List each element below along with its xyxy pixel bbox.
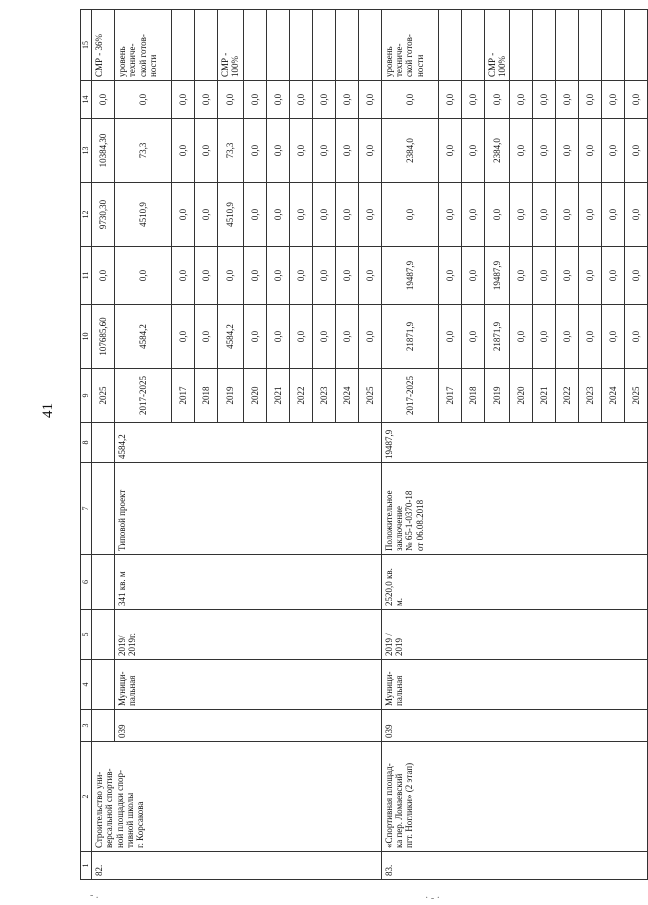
note-cell: уровень техниче- ской готов- ности bbox=[381, 10, 438, 81]
note-cell bbox=[438, 10, 461, 81]
value-cell: 10384,30 bbox=[92, 119, 115, 183]
year-cell: 2024 bbox=[335, 369, 358, 423]
empty-cell bbox=[92, 660, 115, 710]
note-cell bbox=[556, 10, 579, 81]
value-cell: 0,0 bbox=[243, 119, 266, 183]
value-cell: 0,0 bbox=[266, 81, 289, 119]
empty-cell bbox=[92, 463, 115, 555]
ownership-cell: Муници- пальная bbox=[115, 660, 382, 710]
capacity-cell: 2520,0 кв. м. bbox=[381, 555, 648, 610]
scan-mark: - . bbox=[90, 890, 99, 901]
value-cell: 4510,9 bbox=[218, 183, 244, 247]
year-cell: 2019 bbox=[218, 369, 244, 423]
column-number: 11 bbox=[81, 247, 92, 305]
value-cell: 0,0 bbox=[579, 247, 602, 305]
object-name: Строительство уни- версальной спортив- ной площадки спор- тивной школы г. Корсакова bbox=[92, 742, 382, 852]
value-cell: 0,0 bbox=[358, 305, 381, 369]
column-number: 8 bbox=[81, 423, 92, 463]
value-cell: 0,0 bbox=[195, 119, 218, 183]
year-cell: 2025 bbox=[625, 369, 648, 423]
year-cell: 2025 bbox=[358, 369, 381, 423]
value-cell: 0,0 bbox=[510, 119, 533, 183]
value-cell: 0,0 bbox=[533, 183, 556, 247]
value-cell: 0,0 bbox=[289, 81, 312, 119]
value-cell: 19487,9 bbox=[484, 247, 510, 305]
note-cell bbox=[312, 10, 335, 81]
value-cell: 0,0 bbox=[195, 81, 218, 119]
note-cell bbox=[510, 10, 533, 81]
table-body bbox=[81, 10, 648, 880]
row-number: 83. bbox=[381, 852, 648, 880]
column-number: 14 bbox=[81, 81, 92, 119]
value-cell: 0,0 bbox=[218, 81, 244, 119]
value-cell: 0,0 bbox=[92, 247, 115, 305]
value-cell: 0,0 bbox=[358, 183, 381, 247]
value-cell: 0,0 bbox=[510, 247, 533, 305]
year-cell: 2019 bbox=[484, 369, 510, 423]
column-number: 7 bbox=[81, 463, 92, 555]
cost-cell: 19487,9 bbox=[381, 423, 648, 463]
empty-cell bbox=[92, 710, 115, 742]
value-cell: 0,0 bbox=[243, 305, 266, 369]
value-cell: 0,0 bbox=[461, 183, 484, 247]
value-cell: 0,0 bbox=[335, 119, 358, 183]
value-cell: 0,0 bbox=[358, 119, 381, 183]
value-cell: 0,0 bbox=[579, 119, 602, 183]
year-cell: 2020 bbox=[243, 369, 266, 423]
value-cell: 0,0 bbox=[625, 119, 648, 183]
value-cell: 0,0 bbox=[381, 81, 438, 119]
value-cell: 0,0 bbox=[218, 247, 244, 305]
column-number: 6 bbox=[81, 555, 92, 610]
value-cell: 0,0 bbox=[358, 247, 381, 305]
value-cell: 0,0 bbox=[335, 183, 358, 247]
value-cell: 0,0 bbox=[461, 247, 484, 305]
note-cell bbox=[243, 10, 266, 81]
column-number: 9 bbox=[81, 369, 92, 423]
rotated-page-content bbox=[80, 10, 642, 880]
value-cell: 2384,0 bbox=[484, 119, 510, 183]
year-cell: 2022 bbox=[556, 369, 579, 423]
value-cell: 0,0 bbox=[533, 119, 556, 183]
scan-mark: · - · bbox=[425, 893, 440, 904]
value-cell: 4584,2 bbox=[115, 305, 172, 369]
note-cell bbox=[533, 10, 556, 81]
note-cell bbox=[335, 10, 358, 81]
value-cell: 0,0 bbox=[510, 81, 533, 119]
value-cell: 0,0 bbox=[461, 119, 484, 183]
row-number: 82. bbox=[92, 852, 382, 880]
value-cell: 0,0 bbox=[312, 305, 335, 369]
value-cell: 0,0 bbox=[625, 183, 648, 247]
column-number: 13 bbox=[81, 119, 92, 183]
value-cell: 0,0 bbox=[195, 183, 218, 247]
value-cell: 0,0 bbox=[556, 183, 579, 247]
value-cell: 0,0 bbox=[556, 81, 579, 119]
column-number: 12 bbox=[81, 183, 92, 247]
year-cell: 2024 bbox=[602, 369, 625, 423]
value-cell: 0,0 bbox=[556, 119, 579, 183]
value-cell: 0,0 bbox=[195, 305, 218, 369]
value-cell: 0,0 bbox=[579, 305, 602, 369]
value-cell: 0,0 bbox=[243, 183, 266, 247]
column-number: 5 bbox=[81, 610, 92, 660]
cost-cell: 4584,2 bbox=[115, 423, 382, 463]
year-cell: 2020 bbox=[510, 369, 533, 423]
value-cell: 0,0 bbox=[461, 305, 484, 369]
note-cell bbox=[266, 10, 289, 81]
value-cell: 21871,9 bbox=[484, 305, 510, 369]
value-cell: 0,0 bbox=[438, 247, 461, 305]
value-cell: 19487,9 bbox=[381, 247, 438, 305]
year-cell: 2018 bbox=[461, 369, 484, 423]
empty-cell bbox=[92, 610, 115, 660]
document-cell: Типовой проект bbox=[115, 463, 382, 555]
value-cell: 0,0 bbox=[438, 119, 461, 183]
years-cell: 2019 / 2019 bbox=[381, 610, 648, 660]
value-cell: 0,0 bbox=[438, 183, 461, 247]
value-cell: 0,0 bbox=[243, 247, 266, 305]
investment-table bbox=[80, 9, 648, 880]
value-cell: 0,0 bbox=[579, 183, 602, 247]
value-cell: 0,0 bbox=[438, 81, 461, 119]
value-cell: 0,0 bbox=[381, 183, 438, 247]
value-cell: 0,0 bbox=[510, 183, 533, 247]
value-cell: 0,0 bbox=[266, 119, 289, 183]
value-cell: 0,0 bbox=[533, 81, 556, 119]
value-cell: 0,0 bbox=[312, 247, 335, 305]
year-cell: 2023 bbox=[579, 369, 602, 423]
value-cell: 4510,9 bbox=[115, 183, 172, 247]
column-number: 15 bbox=[81, 10, 92, 81]
value-cell: 0,0 bbox=[335, 247, 358, 305]
value-cell: 0,0 bbox=[289, 119, 312, 183]
value-cell: 0,0 bbox=[533, 305, 556, 369]
value-cell: 0,0 bbox=[289, 183, 312, 247]
value-cell: 0,0 bbox=[195, 247, 218, 305]
value-cell: 0,0 bbox=[266, 247, 289, 305]
period-cell: 2025 bbox=[92, 369, 115, 423]
note-cell: СМР - 100% bbox=[484, 10, 510, 81]
value-cell: 0,0 bbox=[602, 247, 625, 305]
year-cell: 2017 bbox=[438, 369, 461, 423]
value-cell: 0,0 bbox=[625, 305, 648, 369]
value-cell: 0,0 bbox=[335, 81, 358, 119]
column-number: 4 bbox=[81, 660, 92, 710]
column-number: 1 bbox=[81, 852, 92, 880]
year-cell: 2021 bbox=[266, 369, 289, 423]
value-cell: 0,0 bbox=[602, 183, 625, 247]
year-cell: 2017 bbox=[172, 369, 195, 423]
year-cell: 2018 bbox=[195, 369, 218, 423]
value-cell: 2384,0 bbox=[381, 119, 438, 183]
value-cell: 0,0 bbox=[438, 305, 461, 369]
value-cell: 0,0 bbox=[172, 81, 195, 119]
period-cell: 2017-2025 bbox=[115, 369, 172, 423]
column-number: 3 bbox=[81, 710, 92, 742]
value-cell: 73,3 bbox=[115, 119, 172, 183]
value-cell: 0,0 bbox=[602, 305, 625, 369]
value-cell: 0,0 bbox=[533, 247, 556, 305]
value-cell: 0,0 bbox=[625, 247, 648, 305]
note-cell bbox=[579, 10, 602, 81]
ownership-cell: Муници- пальная bbox=[381, 660, 648, 710]
empty-cell bbox=[92, 555, 115, 610]
page-number: 41 bbox=[40, 403, 56, 418]
years-cell: 2019/ 2019г. bbox=[115, 610, 382, 660]
value-cell: 0,0 bbox=[92, 81, 115, 119]
value-cell: 21871,9 bbox=[381, 305, 438, 369]
note-cell: СМР - 100% bbox=[218, 10, 244, 81]
value-cell: 0,0 bbox=[312, 183, 335, 247]
empty-cell bbox=[92, 423, 115, 463]
value-cell: 0,0 bbox=[172, 119, 195, 183]
note-cell: СМР - 36% bbox=[92, 10, 115, 81]
value-cell: 0,0 bbox=[484, 81, 510, 119]
value-cell: 0,0 bbox=[461, 81, 484, 119]
header-row bbox=[81, 10, 92, 880]
value-cell: 0,0 bbox=[602, 119, 625, 183]
value-cell: 9730,30 bbox=[92, 183, 115, 247]
code-cell: 039 bbox=[381, 710, 648, 742]
column-number: 10 bbox=[81, 305, 92, 369]
note-cell bbox=[625, 10, 648, 81]
value-cell: 107685,60 bbox=[92, 305, 115, 369]
note-cell bbox=[195, 10, 218, 81]
value-cell: 0,0 bbox=[510, 305, 533, 369]
year-cell: 2022 bbox=[289, 369, 312, 423]
note-cell bbox=[172, 10, 195, 81]
column-number: 2 bbox=[81, 742, 92, 852]
period-cell: 2017-2025 bbox=[381, 369, 438, 423]
value-cell: 0,0 bbox=[484, 183, 510, 247]
value-cell: 0,0 bbox=[358, 81, 381, 119]
value-cell: 0,0 bbox=[602, 81, 625, 119]
value-cell: 4584,2 bbox=[218, 305, 244, 369]
value-cell: 0,0 bbox=[556, 247, 579, 305]
value-cell: 0,0 bbox=[289, 305, 312, 369]
value-cell: 0,0 bbox=[579, 81, 602, 119]
value-cell: 0,0 bbox=[312, 119, 335, 183]
value-cell: 0,0 bbox=[312, 81, 335, 119]
total-row bbox=[381, 10, 438, 880]
note-cell bbox=[602, 10, 625, 81]
value-cell: 0,0 bbox=[115, 81, 172, 119]
note-cell bbox=[461, 10, 484, 81]
object-name: «Спортивная площад- ка пер. Ломаевский пгт. Ноглики» (2 этап) bbox=[381, 742, 648, 852]
value-cell: 0,0 bbox=[243, 81, 266, 119]
value-cell: 0,0 bbox=[115, 247, 172, 305]
value-cell: 0,0 bbox=[266, 183, 289, 247]
value-cell: 0,0 bbox=[289, 247, 312, 305]
summary-row bbox=[92, 10, 115, 880]
document-cell: Положительное заключение № 65-1-0370-18 от 06.08.2018 bbox=[381, 463, 648, 555]
note-cell bbox=[358, 10, 381, 81]
note-cell: уровень техниче- ской готов- ности bbox=[115, 10, 172, 81]
value-cell: 0,0 bbox=[172, 247, 195, 305]
value-cell: 0,0 bbox=[556, 305, 579, 369]
value-cell: 0,0 bbox=[335, 305, 358, 369]
year-cell: 2023 bbox=[312, 369, 335, 423]
value-cell: 0,0 bbox=[625, 81, 648, 119]
note-cell bbox=[289, 10, 312, 81]
year-cell: 2021 bbox=[533, 369, 556, 423]
code-cell: 039 bbox=[115, 710, 382, 742]
value-cell: 0,0 bbox=[172, 305, 195, 369]
value-cell: 0,0 bbox=[266, 305, 289, 369]
value-cell: 0,0 bbox=[172, 183, 195, 247]
capacity-cell: 341 кв. м bbox=[115, 555, 382, 610]
value-cell: 73,3 bbox=[218, 119, 244, 183]
